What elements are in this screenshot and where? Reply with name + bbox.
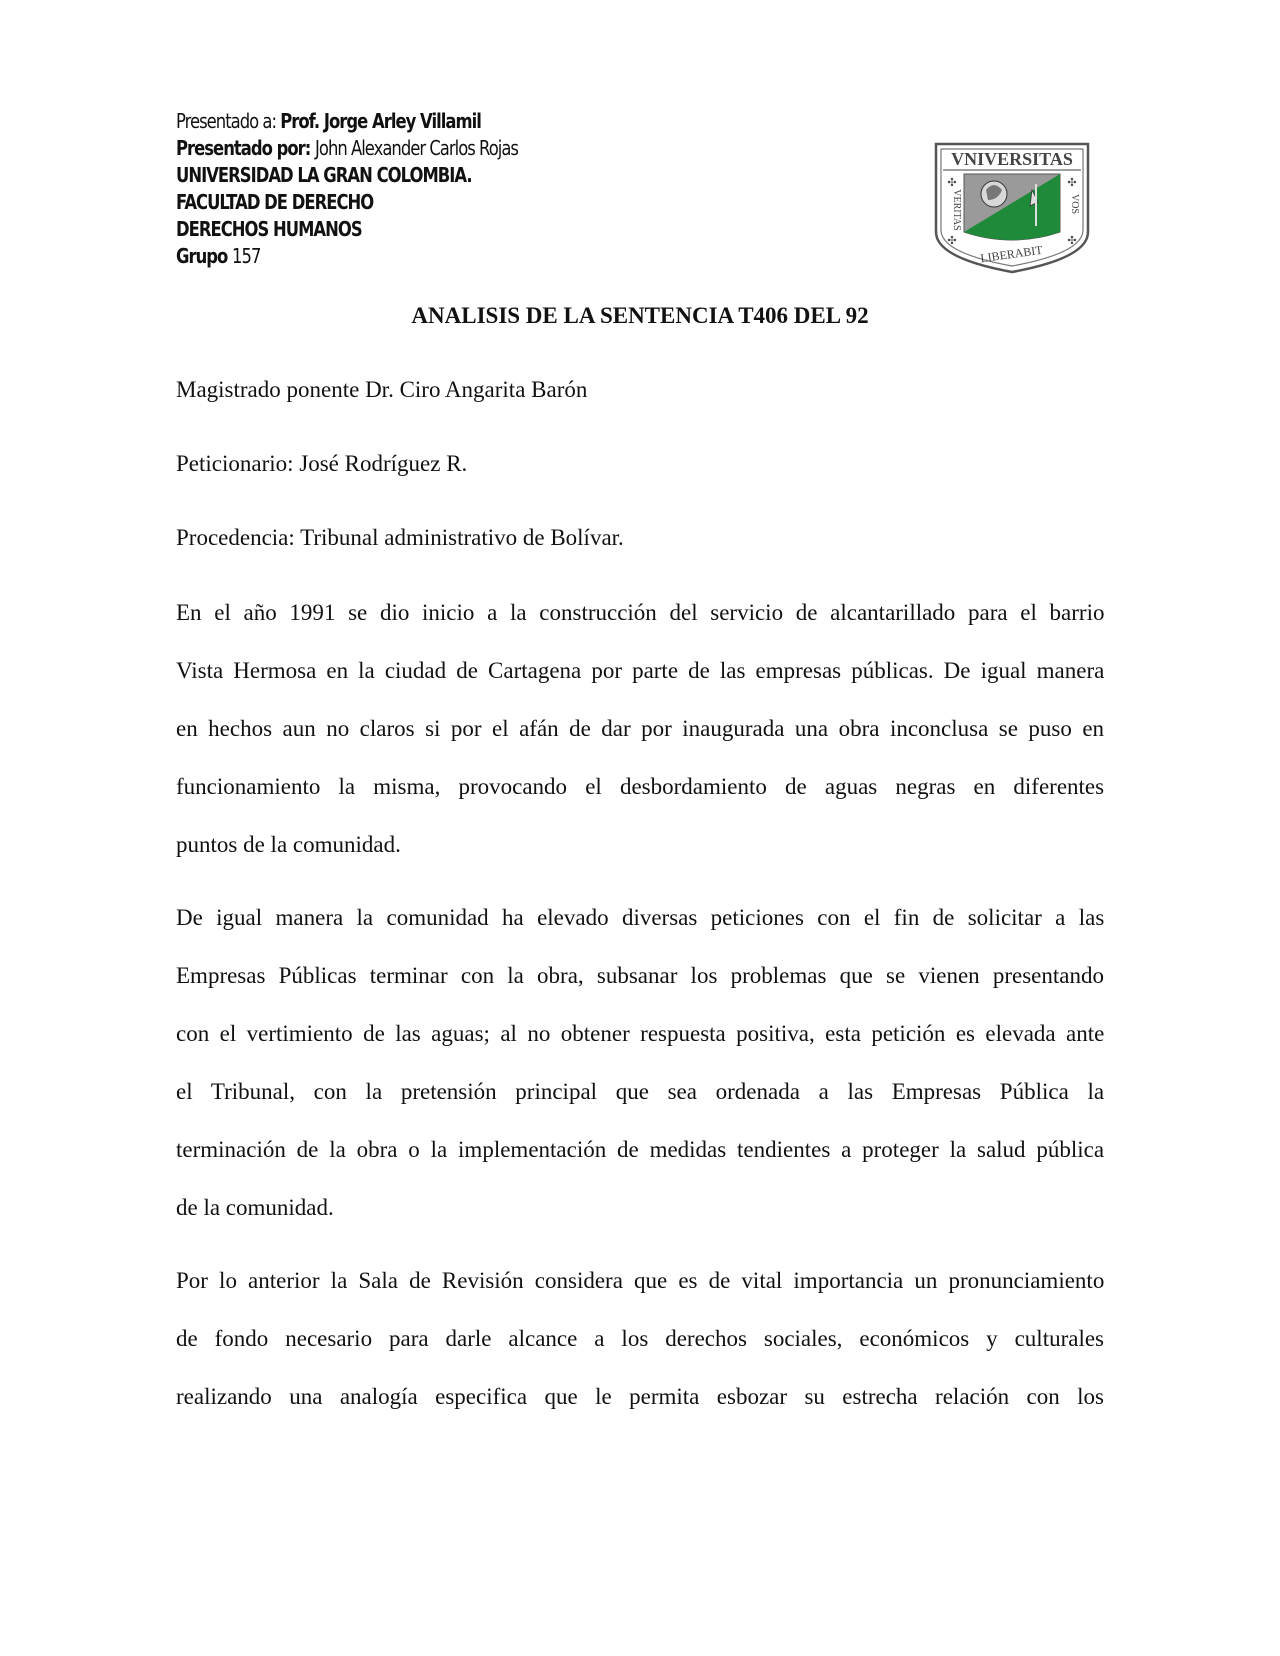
- paragraph-line: terminación de la obra o la implementación de medidas tendientes a proteger la salud pública: [176, 1137, 1105, 1162]
- paragraph-review: [176, 1252, 1104, 1426]
- paragraph-line: realizando una analogía especifica que le permita esbozar su estrecha relación con los: [176, 1384, 1105, 1409]
- paragraph-line: el Tribunal, con la pretensión principal que sea ordenada a las Empresas Pública la: [176, 1079, 1105, 1104]
- svg-text:✣: ✣: [1067, 177, 1077, 189]
- paragraph-line: de fondo necesario para darle alcance a los derechos sociales, económicos y culturales: [176, 1326, 1104, 1351]
- paragraph-line: Empresas Públicas terminar con la obra, subsanar los problemas que se vienen presentando: [176, 963, 1104, 988]
- paragraph-line: Vista Hermosa en la ciudad de Cartagena por parte de las empresas públicas. De igual manera: [176, 658, 1105, 683]
- presented-to: [176, 108, 518, 135]
- paragraph-line: funcionamiento la misma, provocando el desbordamiento de aguas negras en diferentes: [176, 774, 1105, 799]
- paragraph-line: Por lo anterior la Sala de Revisión considera que es de vital importancia un pronunciamiento: [176, 1268, 1105, 1293]
- presented-to-label: Presentado a:: [176, 109, 281, 133]
- group-number: 157: [232, 244, 261, 268]
- university-crest-logo: [932, 140, 1092, 276]
- crest-top-text: VNIVERSITAS: [951, 149, 1073, 169]
- crest-left-text: VERITAS: [951, 189, 962, 231]
- origin-line: Procedencia: Tribunal administrativo de Bolívar.: [176, 525, 624, 550]
- document-header: [176, 108, 518, 270]
- faculty-name: FACULTAD DE DERECHO: [176, 190, 374, 214]
- paragraph-facts: [176, 584, 1104, 874]
- presented-by: [176, 135, 518, 162]
- group: [176, 243, 518, 270]
- paragraph-petitions: [176, 889, 1104, 1237]
- petitioner-line: Peticionario: José Rodríguez R.: [176, 451, 468, 476]
- paragraph-line: con el vertimiento de las aguas; al no obtener respuesta positiva, esta petición es elevada ante: [176, 1021, 1105, 1046]
- magistrate-line: Magistrado ponente Dr. Ciro Angarita Barón: [176, 377, 588, 402]
- presented-by-name: John Alexander Carlos Rojas: [315, 136, 518, 160]
- subject-name: DERECHOS HUMANOS: [176, 217, 362, 241]
- crest-right-text: VOS: [1069, 193, 1080, 215]
- paragraph-line: En el año 1991 se dio inicio a la construcción del servicio de alcantarillado para el barrio: [176, 600, 1105, 625]
- svg-text:✣: ✣: [947, 235, 957, 247]
- paragraph-line: de la comunidad.: [176, 1195, 334, 1220]
- paragraph-line: puntos de la comunidad.: [176, 832, 401, 857]
- document-title: ANALISIS DE LA SENTENCIA T406 DEL 92: [411, 303, 869, 328]
- crest-bottom-text: LIBERABIT: [979, 242, 1044, 266]
- paragraph-line: De igual manera la comunidad ha elevado diversas peticiones con el fin de solicitar a las: [176, 905, 1105, 930]
- svg-text:✣: ✣: [1067, 235, 1077, 247]
- presented-by-label: Presentado por:: [176, 136, 316, 160]
- svg-text:✣: ✣: [947, 177, 957, 189]
- paragraph-line: en hechos aun no claros si por el afán de dar por inaugurada una obra inconclusa se puso en: [176, 716, 1105, 741]
- group-label: Grupo: [176, 244, 233, 268]
- university-name: UNIVERSIDAD LA GRAN COLOMBIA.: [176, 163, 472, 187]
- presented-to-name: Prof. Jorge Arley Villamil: [280, 109, 481, 133]
